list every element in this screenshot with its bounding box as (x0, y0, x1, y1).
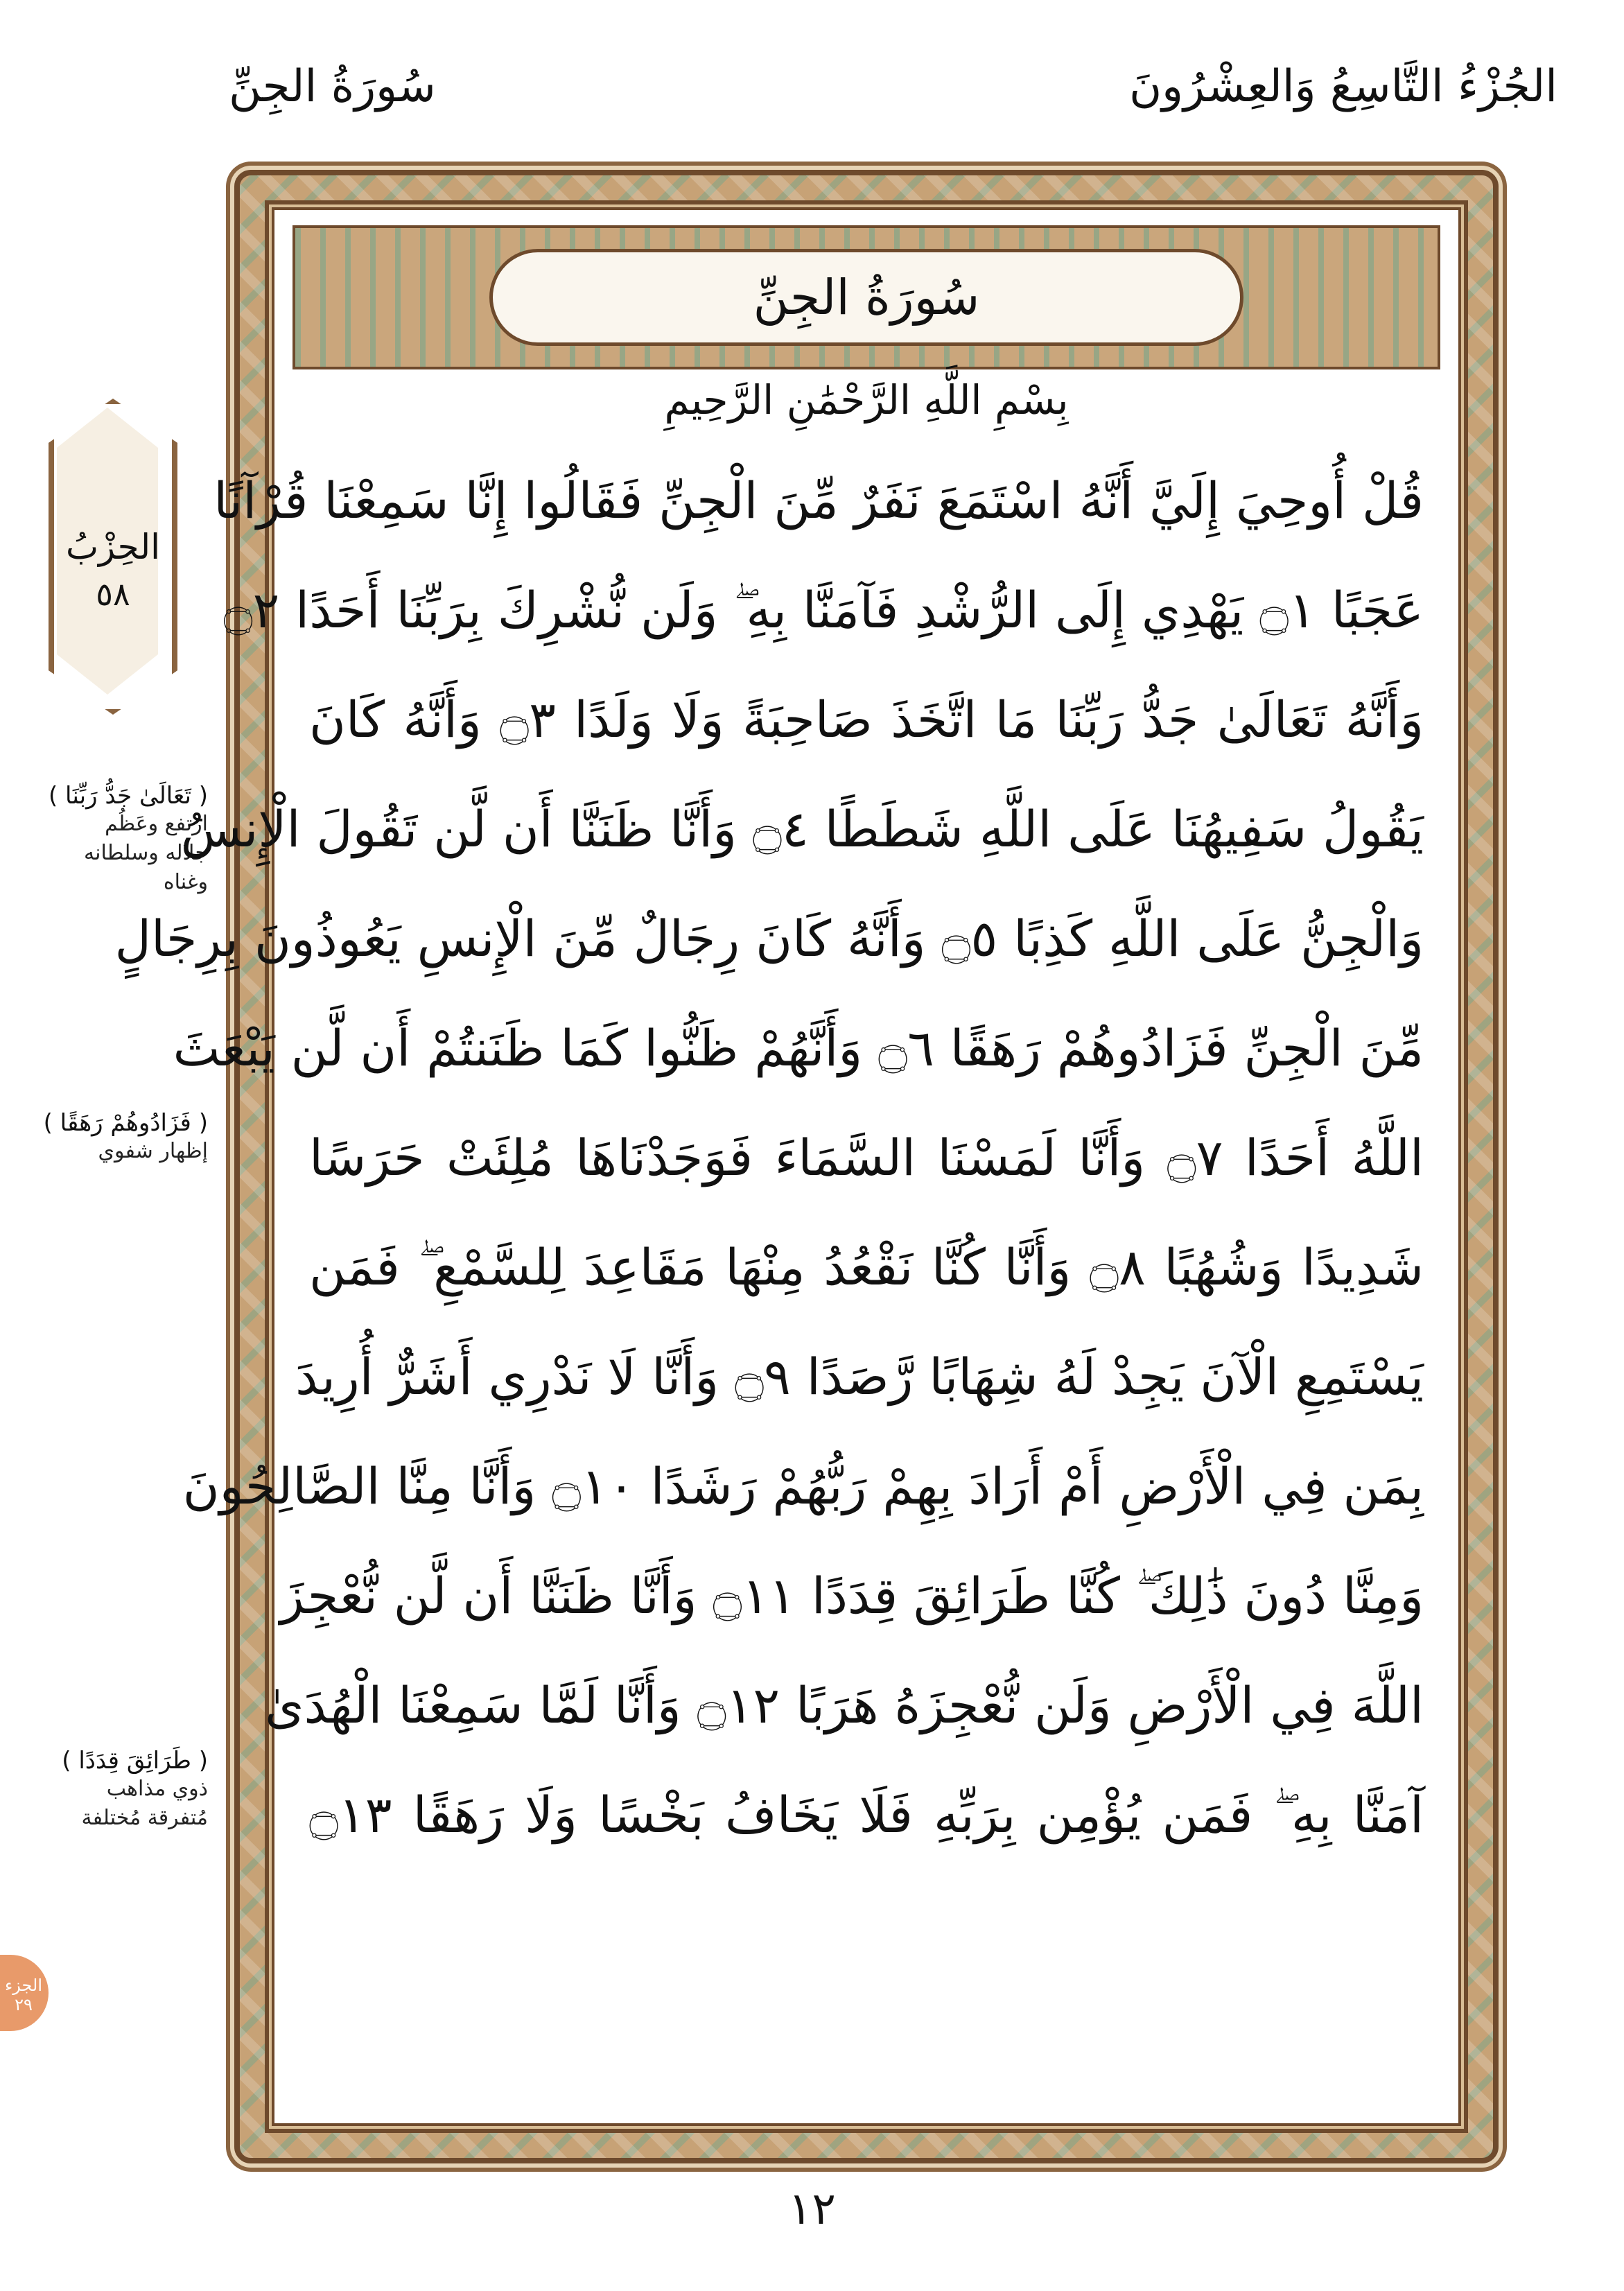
surah-title: سُورَةُ الجِنِّ (753, 269, 980, 326)
verse-line: مِّنَ الْجِنِّ فَزَادُوهُمْ رَهَقًا ۝٦ وَأَنَّهُمْ ظَنُّوا كَمَا ظَنَنتُمْ أَن لَّن يَبْعَثَ (173, 1019, 1424, 1077)
gloss-meaning-line: ذوي مذاهب (106, 1777, 208, 1801)
hizb-number: ٥٨ (96, 575, 130, 613)
surah-title-band (293, 225, 1440, 369)
gloss-note (35, 1747, 208, 1833)
verse-line: يَقُولُ سَفِيهُنَا عَلَى اللَّهِ شَطَطًا ۝٤ وَأَنَّا ظَنَنَّا أَن لَّن تَقُولَ الْإِنسُ (180, 800, 1424, 858)
surah-header: سُورَةُ الجِنِّ (229, 61, 436, 112)
basmala: بِسْمِ اللَّهِ الرَّحْمَٰنِ الرَّحِيمِ (664, 376, 1069, 424)
gloss-note (35, 1109, 208, 1166)
juz-tab-label: الجزء ٢٩ (5, 1976, 42, 2014)
verse-line: وَأَنَّهُ تَعَالَىٰ جَدُّ رَبِّنَا مَا اتَّخَذَ صَاحِبَةً وَلَا وَلَدًا ۝٣ وَأَنَّهُ كَانَ (309, 690, 1424, 749)
page-number: ١٢ (788, 2184, 836, 2235)
gloss-meaning-line: جلاله وسلطانه (84, 841, 208, 865)
verse-line: آمَنَّا بِهِ ۖ فَمَن يُؤْمِن بِرَبِّهِ فَلَا يَخَافُ بَخْسًا وَلَا رَهَقًا ۝١٣ (309, 1786, 1424, 1844)
verse-line: يَسْتَمِعِ الْآنَ يَجِدْ لَهُ شِهَابًا رَّصَدًا ۝٩ وَأَنَّا لَا نَدْرِي أَشَرٌّ أُرِيدَ (295, 1348, 1424, 1406)
gloss-word: ( تَعَالَىٰ جَدُّ رَبِّنَا ) (48, 782, 208, 810)
gloss-meaning-line: وغناه (163, 870, 208, 894)
gloss-meaning-line: ارتفع وعَظُم (105, 812, 208, 836)
verse-line: شَدِيدًا وَشُهُبًا ۝٨ وَأَنَّا كُنَّا نَقْعُدُ مِنْهَا مَقَاعِدَ لِلسَّمْعِ ۖ فَمَن (309, 1238, 1424, 1296)
gloss-meaning-line: إظهار شفوي (98, 1139, 208, 1163)
hizb-label: الحِزْبُ (65, 527, 161, 567)
verse-line: بِمَن فِي الْأَرْضِ أَمْ أَرَادَ بِهِمْ رَبُّهُمْ رَشَدًا ۝١٠ وَأَنَّا مِنَّا الصَّالِحُونَ (182, 1457, 1424, 1515)
verse-line: وَالْجِنُّ عَلَى اللَّهِ كَذِبًا ۝٥ وَأَنَّهُ كَانَ رِجَالٌ مِّنَ الْإِنسِ يَعُوذُونَ بِرِجَالٍ (114, 909, 1424, 968)
verse-line: قُلْ أُوحِيَ إِلَيَّ أَنَّهُ اسْتَمَعَ نَفَرٌ مِّنَ الْجِنِّ فَقَالُوا إِنَّا سَمِعْنَا قُرْآنًا (213, 471, 1424, 530)
verse-line: اللَّهُ أَحَدًا ۝٧ وَأَنَّا لَمَسْنَا السَّمَاءَ فَوَجَدْنَاهَا مُلِئَتْ حَرَسًا (309, 1129, 1424, 1187)
gloss-word: ( طَرَائِقَ قِدَدًا ) (62, 1747, 208, 1775)
verse-line: عَجَبًا ۝١ يَهْدِي إِلَى الرُّشْدِ فَآمَنَّا بِهِ ۖ وَلَن نُّشْرِكَ بِرَبِّنَا أَحَدًا ۝٢ (223, 581, 1424, 639)
verse-line: وَمِنَّا دُونَ ذَٰلِكَ ۖ كُنَّا طَرَائِقَ قِدَدًا ۝١١ وَأَنَّا ظَنَنَّا أَن لَّن نُّعْجِزَ (279, 1567, 1424, 1625)
surah-title-cartouche (489, 249, 1243, 346)
gloss-meaning-line: مُتفرقة مُختلفة (81, 1806, 208, 1830)
verse-line: اللَّهَ فِي الْأَرْضِ وَلَن نُّعْجِزَهُ هَرَبًا ۝١٢ وَأَنَّا لَمَّا سَمِعْنَا الْهُدَىٰ (265, 1676, 1424, 1734)
gloss-word: ( فَزَادُوهُمْ رَهَقًا ) (43, 1109, 208, 1137)
juz-header: الجُزْءُ التَّاسِعُ وَالعِشْرُونَ (1129, 61, 1557, 112)
